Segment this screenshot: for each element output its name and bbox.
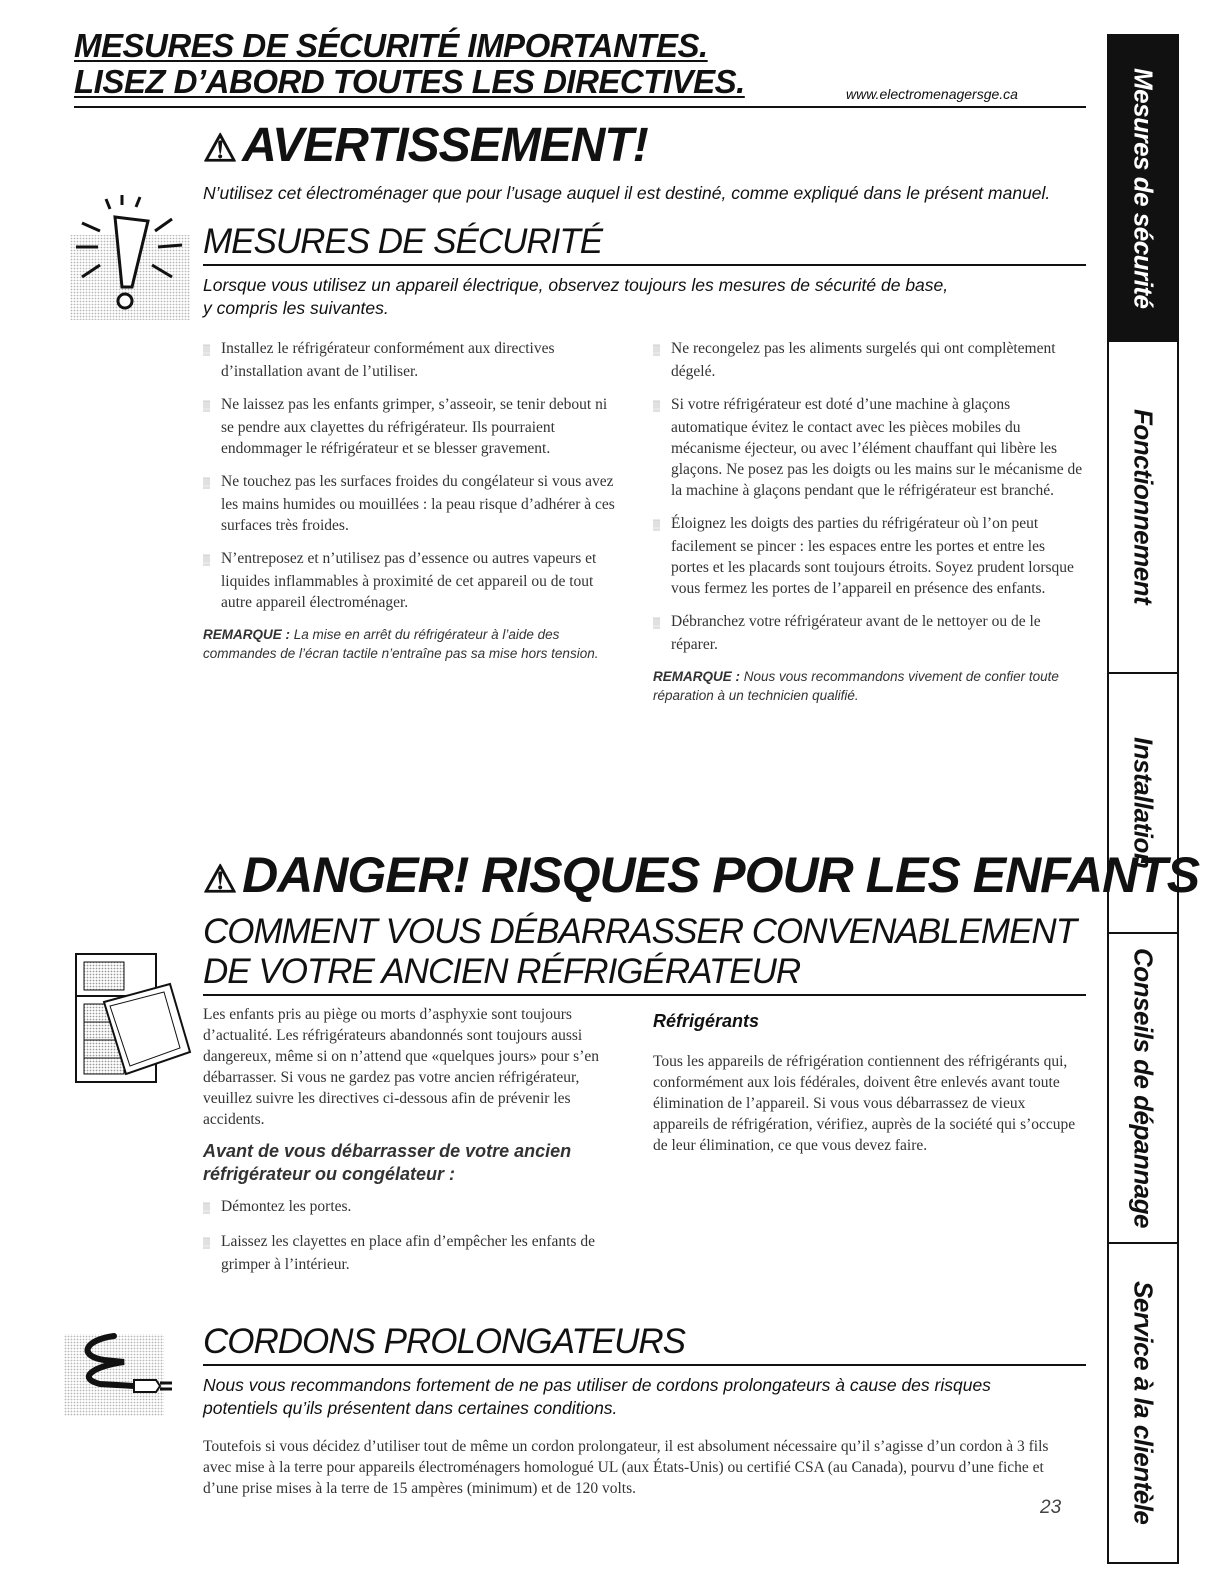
sidebar-tab-service[interactable]: [1109, 1244, 1177, 1562]
list-item: ▒ Débranchez votre réfrigérateur avant de le nettoyer ou de le réparer.: [653, 611, 1083, 655]
sidebar-tab-label: Mesures de sécurité: [1128, 67, 1159, 309]
list-item: ▒ Démontez les portes.: [203, 1196, 623, 1219]
safety-left-column: [203, 338, 623, 663]
danger-paragraph: Les enfants pris au piège ou morts d’asphyxie sont toujours d’actualité. Les réfrigérateurs abandonnés sont toujours aussi dangereux, même si on n’attend que «quelques jours» pour s’en débarrasser. Si vous ne gardez pas votre ancien réfrigérateur, veuillez suivre les directives ci-dessous afin de prévenir les accidents.: [203, 1006, 600, 1128]
refrigerants-heading: Réfrigérants: [653, 1011, 760, 1031]
safety-intro: [203, 274, 1083, 320]
list-item: ▒ Ne laissez pas les enfants grimper, s’asseoir, se tenir debout ni se pendre aux clayettes du réfrigérateur. Ils pourraient endommager le réfrigérateur et se blesser gravement.: [203, 394, 623, 459]
note-right: [653, 667, 1083, 705]
safety-rule: [203, 264, 1086, 266]
header-line-2: LISEZ D’ABORD TOUTES LES DIRECTIVES.: [74, 63, 745, 100]
cords-title: CORDONS PROLONGATEURS: [203, 1322, 686, 1361]
warning-title: [203, 118, 648, 173]
header-line-1: MESURES DE SÉCURITÉ IMPORTANTES.: [74, 27, 708, 64]
danger-title: [203, 846, 1199, 904]
sidebar-tab-fonctionnement[interactable]: [1109, 342, 1177, 674]
danger-subtitle-1: COMMENT VOUS DÉBARRASSER CONVENABLEMENT: [203, 912, 1077, 951]
header-rule: [74, 106, 1086, 108]
section-sidebar: [1107, 34, 1179, 1564]
safety-intro-line-2: y compris les suivantes.: [203, 298, 389, 318]
note-left-label: REMARQUE :: [203, 627, 290, 642]
note-right-label: REMARQUE :: [653, 669, 740, 684]
sidebar-tab-label: Conseils de dépannage: [1128, 948, 1159, 1228]
extension-cord-icon: [64, 1326, 184, 1416]
safety-intro-line-1: Lorsque vous utilisez un appareil électrique, observez toujours les mesures de sécurité de base,: [203, 275, 949, 295]
cords-rule: [203, 1364, 1086, 1366]
sidebar-tab-securite[interactable]: [1109, 36, 1177, 342]
danger-title-text: DANGER! RISQUES POUR LES ENFANTS: [242, 847, 1200, 903]
safety-right-column: [653, 338, 1083, 705]
sidebar-tab-depannage[interactable]: [1109, 934, 1177, 1244]
exclamation-icon: [70, 195, 190, 320]
avant-heading: Avant de vous débarrasser de votre ancien réfrigérateur ou congélateur :: [203, 1141, 572, 1184]
note-left-text: La mise en arrêt du réfrigérateur à l’aide des commandes de l’écran tactile n’entraîne pas sa mise hors tension.: [203, 627, 599, 661]
refrigerants-text: Tous les appareils de réfrigération contiennent des réfrigérants qui, conformément aux lois fédérales, doivent être enlevés avant toute élimination de l’appareil. Si vous vous débarrassez de vieux appareils de réfrigération, vérifiez, auprès de la société qui s’occupe de leur élimination, ce que vous devez faire.: [653, 1053, 1076, 1154]
website-url[interactable]: www.electromenagersge.ca: [846, 86, 1018, 102]
danger-right-column: [653, 1010, 1083, 1156]
list-item: ▒ Ne recongelez pas les aliments surgelés qui ont complètement dégelé.: [653, 338, 1083, 382]
warning-title-text: AVERTISSEMENT!: [242, 119, 648, 172]
sidebar-tab-label: Installation: [1128, 737, 1159, 869]
cords-intro: Nous vous recommandons fortement de ne pas utiliser de cordons prolongateurs à cause des risques potentiels qu’ils présentent dans certaines conditions.: [203, 1375, 991, 1418]
page-number: 23: [1040, 1497, 1062, 1518]
list-item: ▒ Éloignez les doigts des parties du réfrigérateur où l’on peut facilement se pincer : les espaces entre les portes et entre les portes et les placards sont toujours étroits. Soyez prudent lorsque vous fermez les portes de l’appareil en présence des enfants.: [653, 513, 1083, 599]
sidebar-tab-installation[interactable]: [1109, 674, 1177, 934]
danger-left-column: [203, 1004, 623, 1287]
refrigerator-icon: [74, 952, 194, 1087]
list-item: ▒ Ne touchez pas les surfaces froides du congélateur si vous avez les mains humides ou mouillées : la peau risque d’adhérer à ces surfaces très froides.: [203, 471, 623, 536]
safety-section-title: MESURES DE SÉCURITÉ: [203, 222, 603, 261]
danger-rule: [203, 994, 1086, 996]
warning-triangle-icon: ⚠: [203, 128, 237, 170]
list-item: ▒ Laissez les clayettes en place afin d’empêcher les enfants de grimper à l’intérieur.: [203, 1231, 623, 1275]
note-right-text: Nous vous recommandons vivement de confier toute réparation à un technicien qualifié.: [653, 669, 1059, 703]
warning-intro: N’utilisez cet électroménager que pour l’usage auquel il est destiné, comme expliqué dans le présent manuel.: [203, 183, 1051, 203]
sidebar-tab-label: Service à la clientèle: [1128, 1281, 1159, 1525]
cords-text: Toutefois si vous décidez d’utiliser tout de même un cordon prolongateur, il est absolument nécessaire qu’il s’agisse d’un cordon à 3 fils avec mise à la terre pour appareils électroménagers homologué UL (aux États-Unis) ou certifié CSA (au Canada), pourvu d’une fiche et d’une prise mises à la terre de 15 ampères (minimum) et de 120 volts.: [203, 1438, 1049, 1497]
danger-subtitle-2: DE VOTRE ANCIEN RÉFRIGÉRATEUR: [203, 952, 801, 991]
danger-triangle-icon: ⚠: [203, 859, 237, 901]
list-item: ▒ Si votre réfrigérateur est doté d’une machine à glaçons automatique évitez le contact avec les pièces mobiles du mécanisme éjecteur, ou avec l’élément chauffant qui libère les glaçons. Ne posez pas les doigts ou les mains sur le mécanisme de la machine à glaçons pendant que le réfrigérateur est branché.: [653, 394, 1083, 501]
list-item: ▒ Installez le réfrigérateur conformément aux directives d’installation avant de l’utiliser.: [203, 338, 623, 382]
note-left: [203, 625, 623, 663]
sidebar-tab-label: Fonctionnement: [1128, 409, 1159, 605]
list-item: ▒ N’entreposez et n’utilisez pas d’essence ou autres vapeurs et liquides inflammables à proximité de cet appareil ou de tout autre appareil électroménager.: [203, 548, 623, 613]
